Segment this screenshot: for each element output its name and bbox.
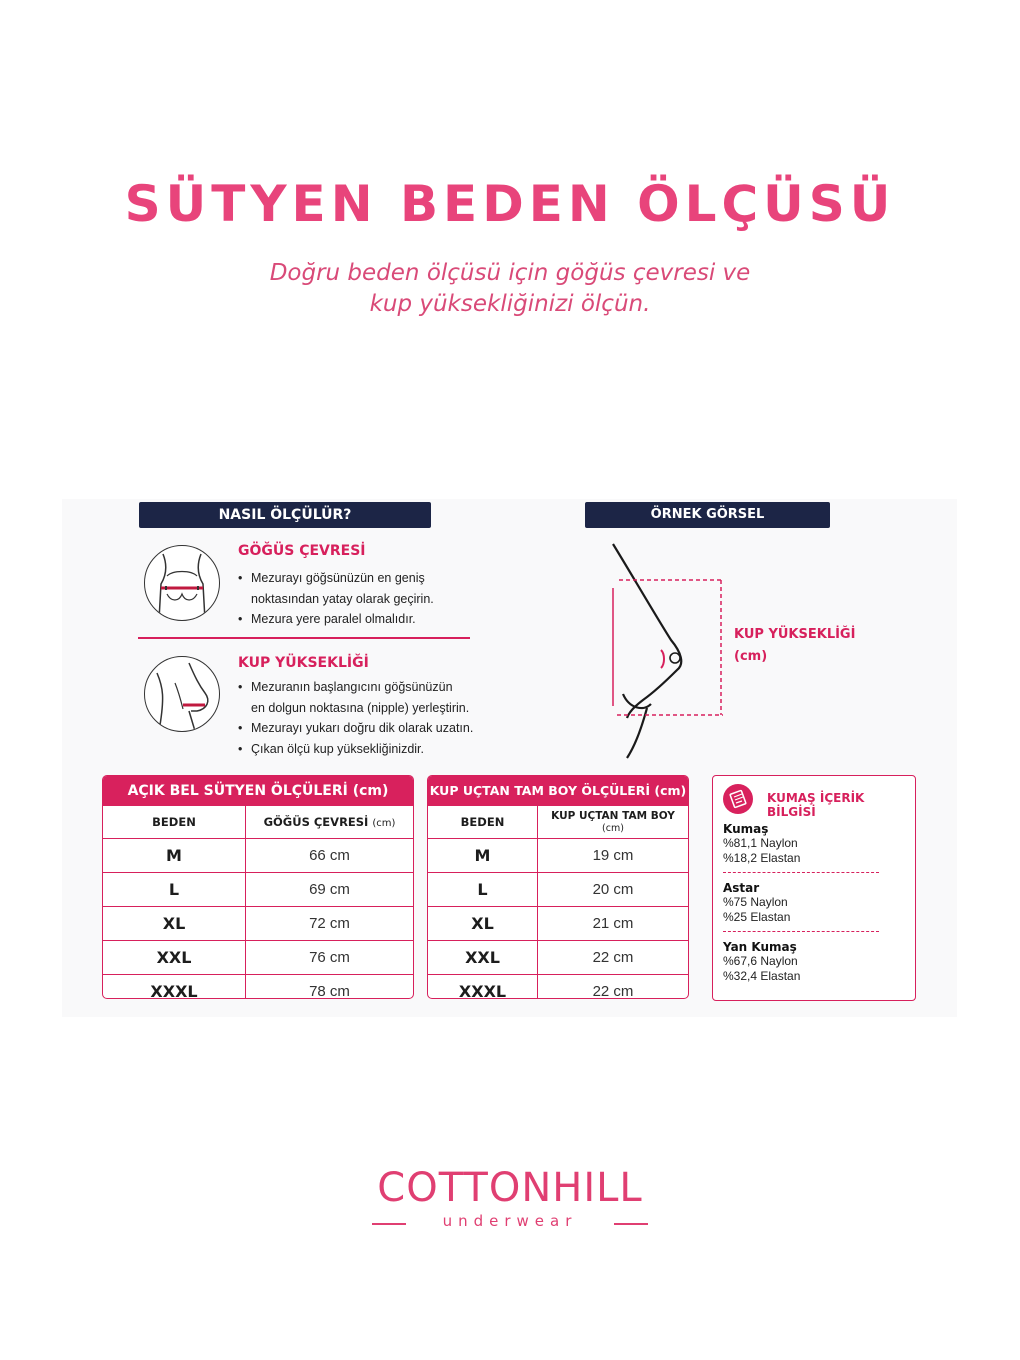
value-cell: 19 cm: [538, 839, 689, 873]
subtitle-line-2: kup yüksekliğinizi ölçün.: [369, 291, 651, 317]
how-to-measure-label: NASIL ÖLÇÜLÜR?: [139, 502, 431, 528]
example-image-label: ÖRNEK GÖRSEL: [585, 502, 830, 528]
fabric-divider: [723, 931, 879, 932]
table-row: [428, 839, 688, 873]
value-cell: 76 cm: [246, 941, 414, 975]
cup-table-title: KUP UÇTAN TAM BOY ÖLÇÜLERİ (cm): [428, 776, 688, 806]
chest-section-heading: GÖĞÜS ÇEVRESİ: [238, 543, 366, 559]
fabric-divider: [723, 872, 879, 873]
value-cell: 21 cm: [538, 907, 689, 941]
size-cell: XXXL: [103, 975, 246, 1000]
fabric-line: %75 Naylon: [723, 895, 788, 909]
fabric-title: KUMAŞ İÇERİK BİLGİSİ: [767, 791, 865, 819]
fabric-line: %32,4 Elastan: [723, 969, 801, 983]
brand-tagline: underwear: [442, 1212, 578, 1230]
value-cell: 22 cm: [592, 983, 634, 999]
table-row: [428, 941, 688, 975]
fabric-tag-icon: [723, 784, 753, 814]
table-header-row: [103, 806, 413, 839]
chest-instructions: [238, 568, 478, 630]
fabric-group-name: Kumaş: [723, 822, 769, 836]
brand-logo-name: COTTONHILL: [377, 1165, 643, 1211]
col-header-size: BEDEN: [103, 806, 246, 839]
col-header-size: BEDEN: [428, 806, 538, 839]
cup-measure-icon: [144, 656, 220, 732]
col-header-unit: (cm): [602, 823, 624, 834]
fabric-line: %81,1 Naylon: [723, 836, 798, 850]
table-row: [103, 873, 413, 907]
instruction-item: • Mezura yere paralel olmalıdır.: [238, 609, 478, 630]
instruction-item: • Mezurayı göğsünüzün en geniş: [238, 568, 478, 589]
size-cell: XXL: [103, 941, 246, 975]
fabric-line: %67,6 Naylon: [723, 954, 798, 968]
page-title: SÜTYEN BEDEN ÖLÇÜSÜ: [124, 175, 896, 233]
size-cell: XXXL: [428, 975, 538, 1000]
instruction-item-text: en dolgun noktasına (nipple) yerleştirin.: [251, 700, 470, 715]
cup-size-table: [428, 806, 688, 999]
cup-height-annotation: KUP YÜKSEKLİĞİ: [734, 627, 856, 642]
value-cell: 72 cm: [246, 907, 414, 941]
instruction-item: • Mezurayı yukarı doğru dik olarak uzatın.: [238, 718, 498, 739]
instruction-item: • Mezuranın başlangıcını göğsünüzün: [238, 677, 498, 698]
col-header-value: [538, 806, 689, 839]
fabric-group-name: Astar: [723, 881, 760, 895]
table-header-row: [428, 806, 688, 839]
col-header-label: GÖĞÜS ÇEVRESİ: [263, 815, 369, 829]
col-header-value: [246, 806, 414, 839]
brand-line-right: [614, 1223, 648, 1225]
cup-height-unit: (cm): [734, 649, 768, 664]
cup-section-heading: KUP YÜKSEKLİĞİ: [238, 655, 369, 671]
breast-profile-illustration: [595, 540, 735, 762]
size-cell: M: [428, 839, 538, 873]
chest-measure-icon: [144, 545, 220, 621]
fabric-line: %18,2 Elastan: [723, 851, 801, 865]
fabric-content-card: [712, 775, 916, 1001]
table-row: [428, 975, 688, 1000]
table-row: [103, 941, 413, 975]
value-cell: 22 cm: [538, 941, 689, 975]
subtitle-line-1: Doğru beden ölçüsü için göğüs çevresi ve: [269, 260, 751, 286]
value-cell: 20 cm: [538, 873, 689, 907]
band-size-table-card: [102, 775, 414, 999]
instruction-item: • Çıkan ölçü kup yüksekliğinizdir.: [238, 739, 498, 760]
size-cell: XL: [103, 907, 246, 941]
cup-size-table-card: [427, 775, 689, 999]
table-row: [428, 907, 688, 941]
size-cell: XL: [428, 907, 538, 941]
value-cell: 78 cm: [309, 983, 350, 999]
instruction-item-cont: [238, 698, 498, 719]
table-row: [428, 873, 688, 907]
table-row: [103, 839, 413, 873]
section-divider: [138, 637, 470, 639]
value-cell: 69 cm: [246, 873, 414, 907]
cup-instructions: [238, 677, 498, 759]
col-header-unit: (cm): [372, 818, 396, 829]
fabric-line: %25 Elastan: [723, 910, 791, 924]
table-row: [103, 975, 413, 1000]
size-cell: L: [428, 873, 538, 907]
brand-logo-tagline-row: [372, 1212, 648, 1236]
fabric-group-name: Yan Kumaş: [723, 940, 797, 954]
size-cell: M: [103, 839, 246, 873]
instruction-item-cont: [238, 589, 478, 610]
size-cell: L: [103, 873, 246, 907]
size-cell: XXL: [428, 941, 538, 975]
col-header-label: KUP UÇTAN TAM BOY: [551, 810, 675, 822]
fabric-groups: [723, 822, 909, 984]
instruction-item-text: noktasından yatay olarak geçirin.: [251, 591, 434, 606]
band-size-table: [103, 806, 413, 999]
band-table-title: AÇIK BEL SÜTYEN ÖLÇÜLERİ (cm): [103, 776, 413, 806]
table-row: [103, 907, 413, 941]
value-cell: 66 cm: [246, 839, 414, 873]
